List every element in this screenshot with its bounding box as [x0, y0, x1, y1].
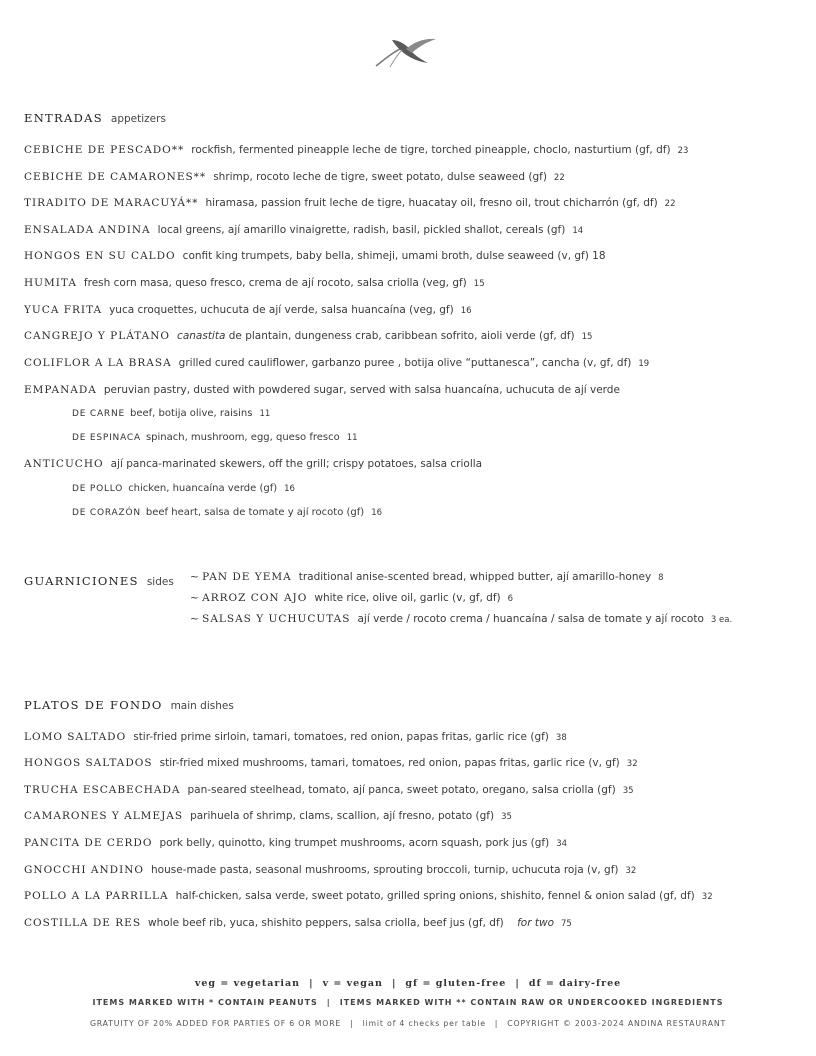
fine-print — [0, 1019, 816, 1028]
separator: | — [391, 978, 397, 989]
side-desc: traditional anise-scented bread, whipped butter, ají amarillo-honey — [298, 571, 652, 583]
item-price: 32 — [625, 866, 637, 876]
item-desc: confit king trumpets, baby bella, shimeji, umami broth, dulse seaweed (v, gf) 18 — [182, 250, 606, 262]
item-price: 32 — [701, 892, 713, 902]
side-price: 3 ea. — [710, 615, 733, 625]
sub-item-name: DE ESPINACA — [72, 433, 141, 443]
platos-subtitle: main dishes — [170, 700, 234, 712]
menu-item — [24, 837, 567, 849]
menu-item — [24, 864, 636, 876]
menu-item — [24, 144, 688, 156]
item-name: GNOCCHI ANDINO — [24, 864, 145, 876]
item-desc: de plantain, dungeness crab, caribbean sofrito, aioli verde (gf, df) — [228, 330, 575, 342]
item-name: CAMARONES Y ALMEJAS — [24, 810, 184, 822]
menu-item — [24, 171, 565, 183]
item-name: HUMITA — [24, 277, 77, 289]
menu-item — [24, 197, 676, 209]
entradas-subtitle: appetizers — [110, 113, 166, 125]
menu-item — [24, 917, 572, 929]
item-price: 23 — [677, 146, 689, 156]
item-price: 38 — [555, 733, 567, 743]
menu-item — [24, 784, 634, 796]
menu-item — [24, 810, 512, 822]
item-name: COSTILLA DE RES — [24, 917, 142, 929]
item-desc: ají panca-marinated skewers, off the grill; crispy potatoes, salsa criolla — [110, 458, 483, 470]
separator: | — [494, 1019, 499, 1028]
side-name: SALSAS Y UCHUCUTAS — [202, 613, 351, 625]
item-price: 19 — [638, 359, 650, 369]
item-price: 22 — [553, 173, 565, 183]
dietary-legend — [0, 978, 816, 989]
item-name: CEBICHE DE PESCADO** — [24, 144, 185, 156]
separator: | — [515, 978, 520, 989]
item-name: CANGREJO Y PLÁTANO — [24, 330, 171, 342]
side-price: 6 — [507, 594, 514, 604]
sub-item-name: DE CARNE — [72, 409, 125, 419]
guarniciones-header — [24, 570, 174, 589]
item-desc: house-made pasta, seasonal mushrooms, sprouting broccoli, turnip, uchucuta roja (v, gf) — [151, 864, 619, 876]
legend-entry: veg = vegetarian — [194, 978, 301, 989]
menu-item — [24, 330, 592, 342]
side-name: ARROZ CON AJO — [202, 592, 308, 604]
menu-item — [24, 304, 472, 316]
item-name: ENSALADA ANDINA — [24, 224, 151, 236]
sub-item-name: DE CORAZÓN — [72, 508, 141, 518]
note-raw: ITEMS MARKED WITH ** CONTAIN RAW OR UNDERCOOKED INGREDIENTS — [339, 998, 724, 1007]
legend-entry: gf = gluten-free — [405, 978, 507, 989]
item-desc: grilled cured cauliflower, garbanzo puree , botija olive “puttanesca”, cancha (v, gf, df) — [178, 357, 632, 369]
item-name: PANCITA DE CERDO — [24, 837, 153, 849]
copyright: COPYRIGHT © 2003-2024 ANDINA RESTAURANT — [507, 1019, 727, 1028]
item-name: YUCA FRITA — [24, 304, 103, 316]
item-desc: half-chicken, salsa verde, sweet potato, grilled spring onions, shishito, fennel & onion salad (gf, df) — [175, 890, 695, 902]
guarniciones-subtitle: sides — [146, 576, 174, 588]
note-peanuts: ITEMS MARKED WITH * CONTAIN PEANUTS — [92, 998, 318, 1007]
checks-note: limit of 4 checks per table — [362, 1019, 486, 1028]
side-item — [190, 571, 664, 583]
platos-title: PLATOS DE FONDO — [24, 698, 163, 712]
item-name: LOMO SALTADO — [24, 731, 127, 743]
sub-item-desc: spinach, mushroom, egg, queso fresco — [145, 432, 340, 443]
item-price: 75 — [561, 919, 572, 929]
side-prefix: ~ — [190, 592, 199, 604]
item-price: 16 — [460, 306, 472, 316]
item-price: 35 — [501, 812, 512, 822]
item-name: HONGOS EN SU CALDO — [24, 250, 176, 262]
menu-item — [24, 250, 606, 262]
side-desc: white rice, olive oil, garlic (v, gf, df) — [314, 592, 501, 604]
item-desc-italic: canastita — [177, 330, 226, 342]
item-name: POLLO A LA PARRILLA — [24, 890, 169, 902]
legend-entry: df = dairy-free — [528, 978, 622, 989]
side-price: 8 — [658, 573, 664, 583]
gratuity-note: GRATUITY OF 20% ADDED FOR PARTIES OF 6 OR MORE — [89, 1019, 342, 1028]
item-name: TRUCHA ESCABECHADA — [24, 784, 181, 796]
item-desc: whole beef rib, yuca, shishito peppers, salsa criolla, beef jus (gf, df) — [148, 917, 504, 929]
menu-item — [24, 384, 620, 396]
menu-item — [24, 757, 638, 769]
item-price: 35 — [622, 786, 634, 796]
platos-header — [24, 694, 234, 713]
sub-item-desc: beef, botija olive, raisins — [130, 408, 253, 419]
legend-entry: v = vegan — [322, 978, 383, 989]
item-price: 22 — [664, 199, 676, 209]
side-desc: ají verde / rocoto crema / huancaína / salsa de tomate y ají rocoto — [357, 613, 704, 625]
item-desc: rockfish, fermented pineapple leche de tigre, torched pineapple, choclo, nasturtium (gf, df) — [191, 144, 671, 156]
menu-item — [24, 224, 583, 236]
item-price: 15 — [581, 332, 593, 342]
item-name: COLIFLOR A LA BRASA — [24, 357, 172, 369]
item-desc: stir-fried mixed mushrooms, tamari, tomatoes, red onion, papas fritas, garlic rice (v, gf) — [159, 757, 620, 769]
item-name: HONGOS SALTADOS — [24, 757, 153, 769]
entradas-header — [24, 107, 166, 126]
guarniciones-title: GUARNICIONES — [24, 574, 139, 588]
sub-item-desc: chicken, huancaína verde (gf) — [128, 483, 278, 494]
item-name: EMPANADA — [24, 384, 97, 396]
sub-item-desc: beef heart, salsa de tomate y ají rocoto (gf) — [145, 507, 365, 518]
entradas-title: ENTRADAS — [24, 111, 103, 125]
item-desc: shrimp, rocoto leche de tigre, sweet potato, dulse seaweed (gf) — [213, 171, 547, 183]
item-name: ANTICUCHO — [24, 458, 104, 470]
sub-item — [72, 408, 270, 419]
side-prefix: ~ — [190, 571, 199, 583]
item-price: 14 — [572, 226, 584, 236]
side-prefix: ~ — [190, 613, 199, 625]
item-name: CEBICHE DE CAMARONES** — [24, 171, 207, 183]
menu-item — [24, 357, 649, 369]
item-desc: yuca croquettes, uchucuta de ají verde, salsa huancaína (veg, gf) — [109, 304, 454, 316]
item-desc: hiramasa, passion fruit leche de tigre, huacatay oil, fresno oil, trout chicharrón (gf, df) — [205, 197, 658, 209]
sub-item-price: 11 — [346, 433, 358, 443]
separator: | — [326, 998, 331, 1007]
item-desc: pork belly, quinotto, king trumpet mushrooms, acorn squash, pork jus (gf) — [159, 837, 550, 849]
item-desc: local greens, ají amarillo vinaigrette, radish, basil, pickled shallot, cereals (gf) — [157, 224, 566, 236]
menu-item — [24, 458, 482, 470]
menu-item — [24, 277, 485, 289]
side-item — [190, 613, 732, 625]
item-desc: parihuela of shrimp, clams, scallion, ají fresno, potato (gf) — [190, 810, 495, 822]
menu-item — [24, 731, 567, 743]
ingredient-notes — [0, 998, 816, 1007]
item-desc: peruvian pastry, dusted with powdered sugar, served with salsa huancaína, uchucuta de ají verde — [103, 384, 620, 396]
sub-item-price: 11 — [259, 409, 271, 419]
side-item — [190, 592, 513, 604]
item-price: 15 — [473, 279, 485, 289]
item-desc: fresh corn masa, queso fresco, crema de ají rocoto, salsa criolla (veg, gf) — [83, 277, 467, 289]
bird-logo-icon — [372, 34, 440, 70]
sub-item — [72, 432, 358, 443]
side-name: PAN DE YEMA — [202, 571, 292, 583]
item-desc: stir-fried prime sirloin, tamari, tomatoes, red onion, papas fritas, garlic rice (gf) — [133, 731, 549, 743]
item-note: for two — [517, 917, 555, 929]
separator: | — [309, 978, 314, 989]
sub-item — [72, 507, 382, 518]
menu-item — [24, 890, 713, 902]
item-name: TIRADITO DE MARACUYÁ** — [24, 197, 199, 209]
item-desc: pan-seared steelhead, tomato, ají panca, sweet potato, oregano, salsa criolla (gf) — [187, 784, 616, 796]
item-price: 34 — [556, 839, 568, 849]
sub-item-price: 16 — [284, 484, 295, 494]
separator: | — [350, 1019, 354, 1028]
sub-item-name: DE POLLO — [72, 484, 124, 494]
item-price: 32 — [626, 759, 638, 769]
sub-item-price: 16 — [371, 508, 383, 518]
sub-item — [72, 483, 295, 494]
